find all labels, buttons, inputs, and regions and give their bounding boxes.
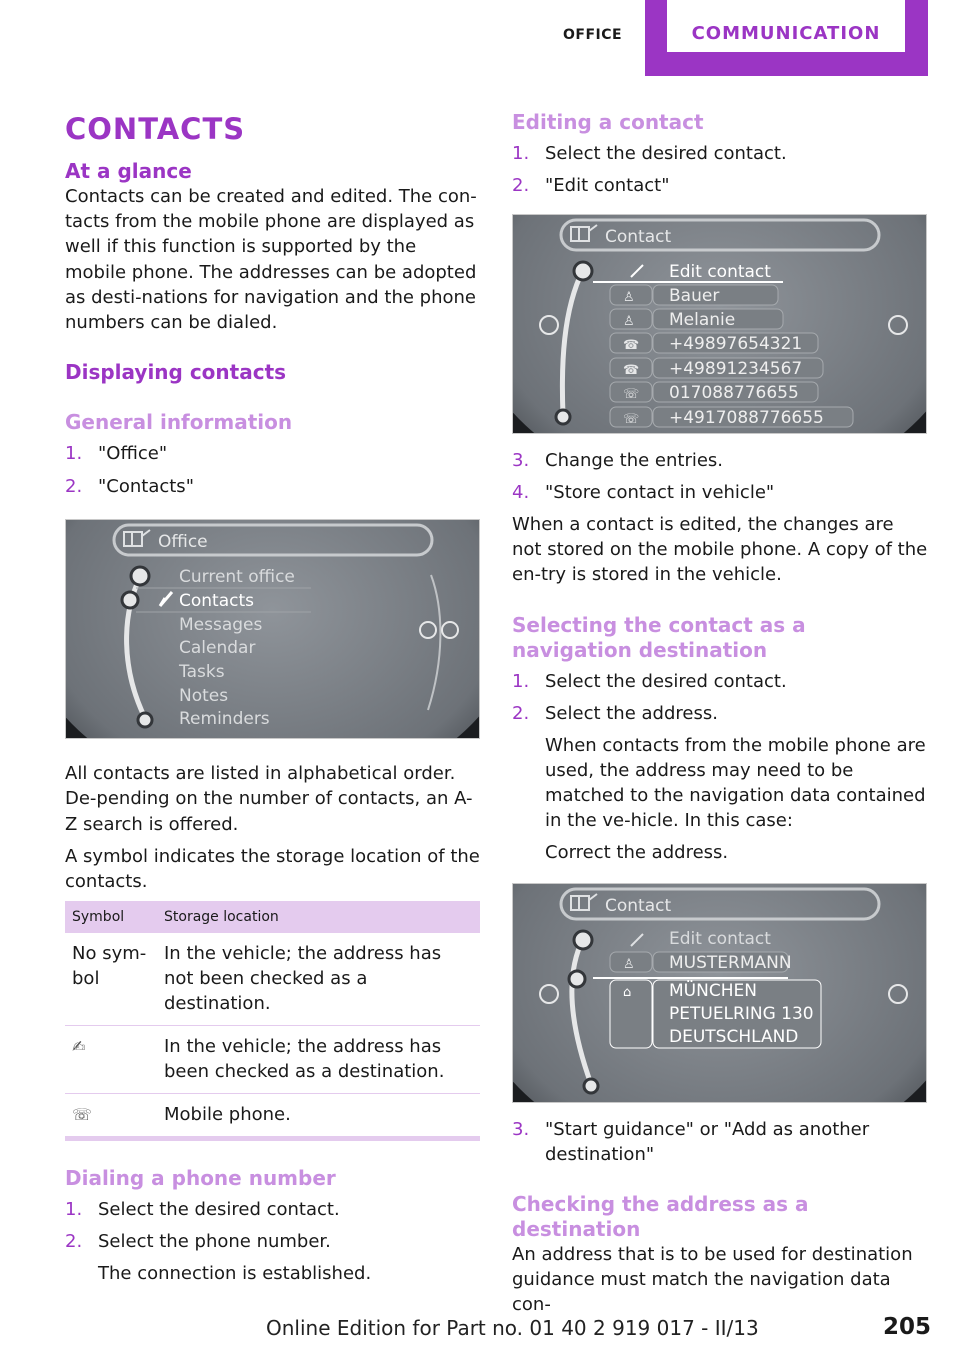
menu-item-messages[interactable]: Messages <box>179 615 263 636</box>
menu-item-calendar[interactable]: Calendar <box>179 638 256 659</box>
step-text: Select the desired contact. <box>98 1199 340 1221</box>
scroll-knob-icon <box>131 567 149 585</box>
symbol-text: A symbol indicates the storage location of the contacts. <box>65 845 480 893</box>
step-number: 1. <box>65 1199 83 1221</box>
alphabetical-text: All contacts are listed in alphabetical order. De-pending on the number of contacts, an A-Z search is offered. <box>65 763 473 835</box>
table-cell-symbol <box>65 1026 157 1094</box>
step-item <box>512 448 928 473</box>
page-number: 205 <box>883 1314 932 1340</box>
step-item <box>512 669 928 694</box>
contact-field-phone[interactable]: +49897654321 <box>669 334 803 354</box>
contact-field-phone[interactable]: +49891234567 <box>669 359 803 379</box>
step-number: 2. <box>65 1231 83 1253</box>
address-screenshot <box>512 883 927 1103</box>
mobile-phone-icon: ☏ <box>72 1105 93 1125</box>
table-header-row <box>65 901 480 933</box>
contact-edit-screenshot <box>512 214 927 434</box>
step-text: "Store contact in vehicle" <box>545 482 775 503</box>
office-menu-screenshot <box>65 519 480 739</box>
table-cell-location: Mobile phone. <box>157 1094 480 1139</box>
table-row <box>65 933 480 1026</box>
screen-title: Contact <box>605 895 672 916</box>
person-icon: ♙ <box>623 290 635 305</box>
step-number: 2. <box>512 702 530 724</box>
navigation-heading: Selecting the contact as a navigation destination <box>512 612 806 662</box>
step-item <box>512 1117 928 1167</box>
step-text: Select the phone number. <box>98 1231 331 1253</box>
table-header-symbol: Symbol <box>65 901 157 933</box>
table-row <box>65 1094 480 1139</box>
scroll-knob-icon <box>574 262 592 280</box>
scroll-knob-icon <box>574 931 592 949</box>
contact-field-lastname[interactable]: Bauer <box>669 286 720 306</box>
menu-item-current-office[interactable]: Current office <box>179 567 295 588</box>
step-text: Select the address. <box>545 702 718 724</box>
scroll-knob-icon <box>138 713 152 727</box>
contact-field-lastname[interactable]: MUSTERMANN <box>669 952 792 973</box>
step-number: 1. <box>512 143 530 164</box>
contact-display <box>513 215 926 433</box>
menu-item-notes[interactable]: Notes <box>179 686 229 707</box>
step-item <box>512 701 928 726</box>
table-cell-location: In the vehicle; the address has been checked as a destination. <box>157 1026 480 1094</box>
editing-heading: Editing a contact <box>512 110 704 134</box>
step-item <box>65 441 480 466</box>
person-icon: ♙ <box>623 314 635 329</box>
step-number: 4. <box>512 482 530 503</box>
table-cell-symbol <box>65 1094 157 1139</box>
step-item <box>512 141 928 166</box>
editing-note: When a contact is edited, the changes are not stored on the mobile phone. A copy of the en-try is stored in the vehicle. <box>512 514 928 586</box>
office-menu-display <box>66 520 479 738</box>
storage-table <box>65 901 480 1141</box>
address-display <box>513 884 926 1102</box>
screen-title: Office <box>158 532 208 553</box>
scroll-knob-icon <box>569 971 585 987</box>
checked-destination-icon: ✍ <box>72 1037 86 1057</box>
step-item <box>512 480 928 505</box>
table-cell-location: In the vehicle; the address has not been checked as a destination. <box>157 933 480 1026</box>
navigation-note-correct: Correct the address. <box>545 842 729 864</box>
person-icon: ♙ <box>623 956 635 972</box>
phone-icon: ☎ <box>623 363 640 378</box>
dialing-note: The connection is established. <box>98 1263 372 1285</box>
dialing-heading: Dialing a phone number <box>65 1166 336 1191</box>
step-text: "Start guidance" or "Add as another destination" <box>545 1118 870 1165</box>
step-text: Select the desired contact. <box>545 143 787 164</box>
step-item <box>65 1197 480 1222</box>
table-row <box>65 1026 480 1094</box>
step-text: Select the desired contact. <box>545 670 787 692</box>
general-information-heading: General information <box>65 410 293 435</box>
step-number: 1. <box>512 670 530 692</box>
navigation-note: When contacts from the mobile phone are used, the address may need to be matched to the navigation data contained in the ve-hicle. In this case: <box>545 734 926 832</box>
right-column <box>512 110 928 1317</box>
step-item <box>65 1229 480 1254</box>
step-number: 2. <box>65 476 83 498</box>
scroll-knob-icon <box>556 410 570 424</box>
menu-item-reminders[interactable]: Reminders <box>179 709 270 730</box>
mobile-phone-icon: ☏ <box>623 412 640 427</box>
scroll-knob-icon <box>584 1079 598 1093</box>
page-title: CONTACTS <box>65 112 246 146</box>
mobile-phone-icon: ☏ <box>623 387 640 402</box>
contact-field-firstname[interactable]: Melanie <box>669 310 736 330</box>
header-office-tab: OFFICE <box>563 27 623 43</box>
step-number: 3. <box>512 450 530 471</box>
menu-item-edit-contact[interactable]: Edit contact <box>669 262 771 282</box>
step-number: 2. <box>512 175 530 196</box>
step-item <box>65 474 480 499</box>
header-communication-tab: COMMUNICATION <box>667 0 905 52</box>
checking-heading: Checking the address as a destination <box>512 1191 809 1241</box>
screen-title: Contact <box>605 227 672 247</box>
step-number: 1. <box>65 443 83 465</box>
address-city[interactable]: MÜNCHEN <box>669 980 757 1001</box>
table-header-location: Storage location <box>157 901 480 933</box>
phone-icon: ☎ <box>623 338 640 353</box>
step-text: "Edit contact" <box>545 175 670 196</box>
contact-field-mobile[interactable]: +4917088776655 <box>669 408 824 428</box>
scroll-knob-icon <box>122 592 138 608</box>
step-item <box>512 173 928 198</box>
step-text: "Office" <box>98 443 168 465</box>
left-column <box>65 110 480 1286</box>
address-street[interactable]: PETUELRING 130 <box>669 1003 814 1024</box>
footer-edition: Online Edition for Part no. 01 40 2 919 017 - II/13 <box>266 1316 759 1340</box>
menu-item-contacts[interactable]: Contacts <box>179 591 254 612</box>
address-icon: ⌂ <box>623 984 632 1000</box>
step-text: Change the entries. <box>545 450 724 471</box>
step-text: "Contacts" <box>98 476 194 498</box>
step-number: 3. <box>512 1118 530 1140</box>
checking-text: An address that is to be used for destination guidance must match the navigation data con- <box>512 1243 913 1316</box>
address-country[interactable]: DEUTSCHLAND <box>669 1026 799 1047</box>
table-cell-symbol: No sym-bol <box>65 933 157 1026</box>
at-a-glance-heading: At a glance <box>65 159 192 183</box>
header-communication-band <box>645 0 928 76</box>
menu-item-edit-contact[interactable]: Edit contact <box>669 928 771 949</box>
at-a-glance-text: Contacts can be created and edited. The con-tacts from the mobile phone are displayed as well if this function is supported by the mobile phone. The addresses can be adopted as desti-nations for navigation and the phone numbers can be dialed. <box>65 186 477 334</box>
menu-item-tasks[interactable]: Tasks <box>179 662 225 683</box>
contact-field-mobile[interactable]: 017088776655 <box>669 383 799 403</box>
displaying-contacts-heading: Displaying contacts <box>65 360 287 385</box>
